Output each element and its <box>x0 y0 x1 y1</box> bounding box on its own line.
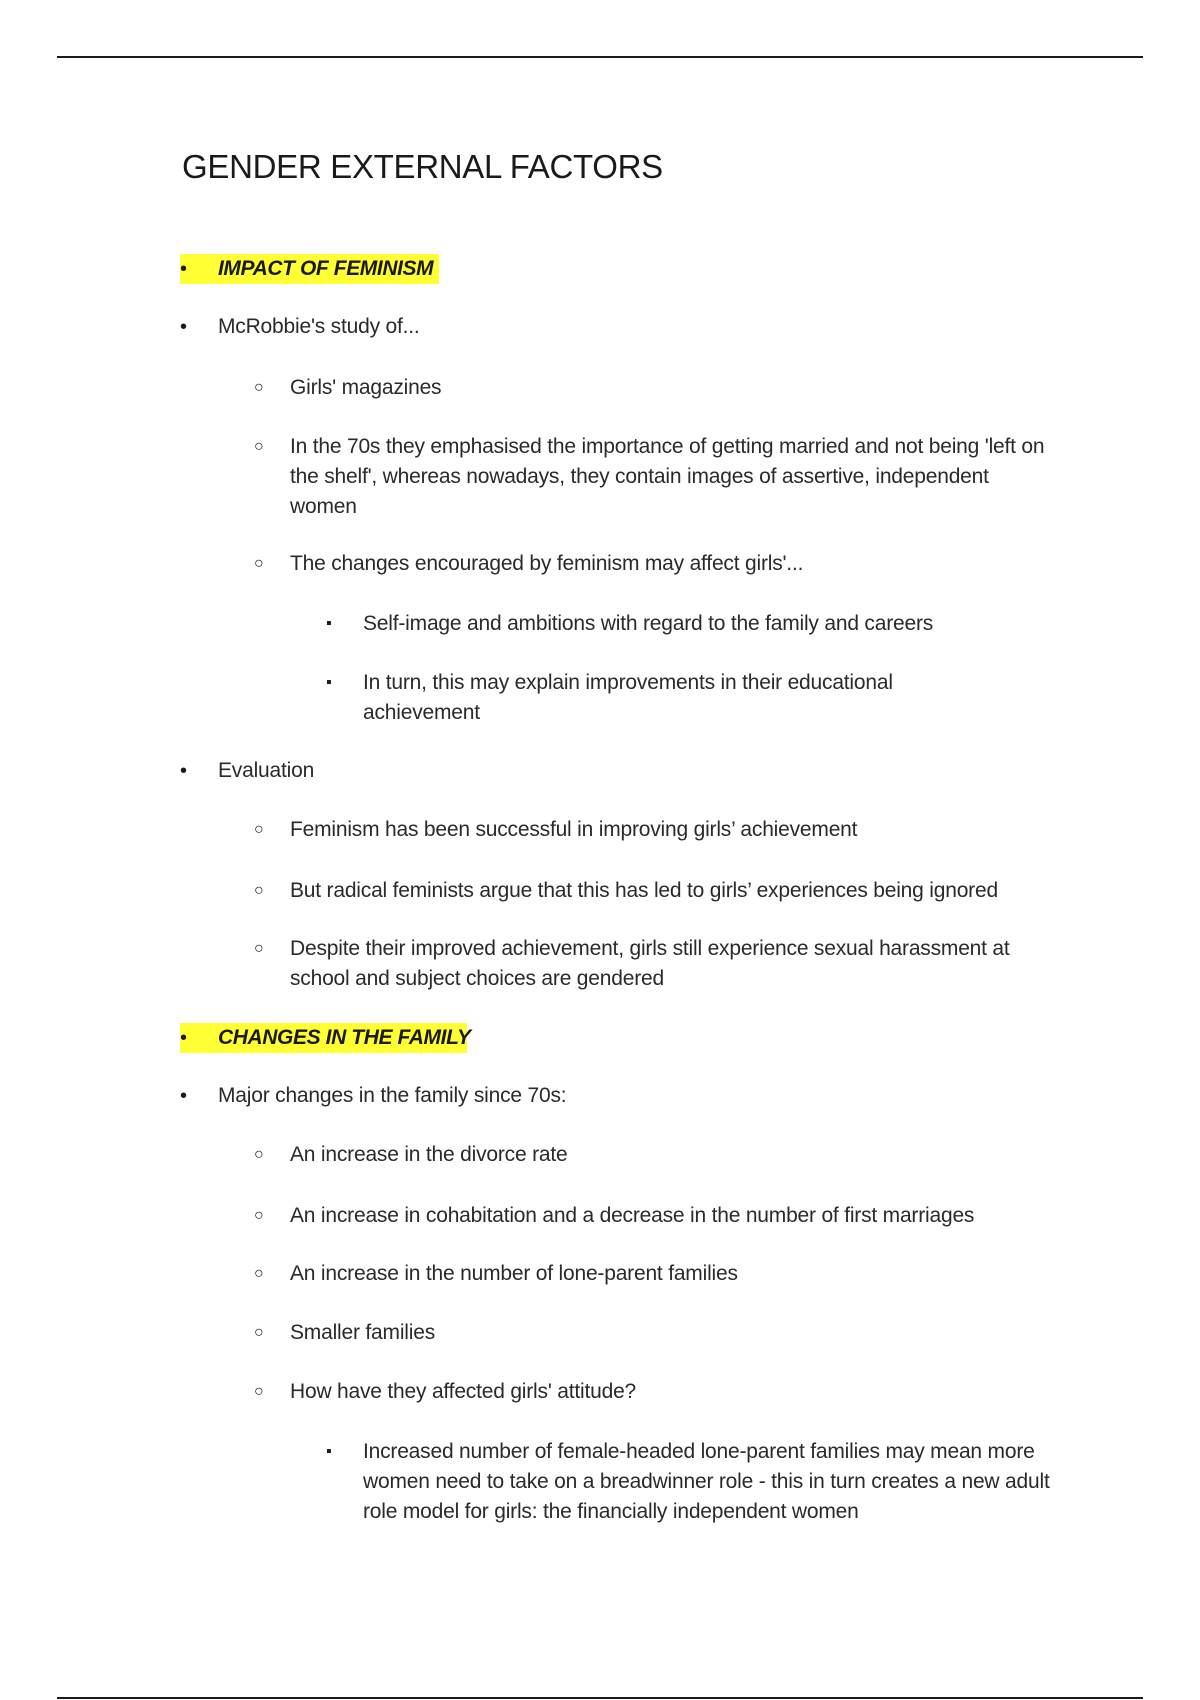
bullet-icon: • <box>180 760 188 782</box>
square-bullet-icon: ▪ <box>326 1443 332 1460</box>
list-item: Smaller families <box>290 1321 435 1344</box>
list-item: An increase in cohabitation and a decrease in the number of first marriages <box>290 1204 975 1227</box>
circle-bullet-icon: ○ <box>254 882 264 899</box>
list-item: But radical feminists argue that this has led to girls’ experiences being ignored <box>290 879 998 902</box>
list-item-evaluation: Evaluation <box>218 759 315 782</box>
list-item: The changes encouraged by feminism may affect girls'... <box>290 552 804 575</box>
circle-bullet-icon: ○ <box>254 1324 264 1341</box>
square-bullet-icon: ▪ <box>326 674 332 691</box>
square-bullet-icon: ▪ <box>326 615 332 632</box>
list-item: In the 70s they emphasised the importance of getting married and not being 'left on the shelf', whereas nowadays, they contain images of assertive, independent women <box>290 435 1045 518</box>
circle-bullet-icon: ○ <box>254 1207 264 1224</box>
circle-bullet-icon: ○ <box>254 1265 264 1282</box>
page-title: GENDER EXTERNAL FACTORS <box>182 148 663 185</box>
list-item: Despite their improved achievement, girls still experience sexual harassment at school and subject choices are gendered <box>290 937 1010 990</box>
list-item: How have they affected girls' attitude? <box>290 1380 637 1403</box>
top-rule <box>57 56 1143 58</box>
list-item-mcrobbie: McRobbie's study of... <box>218 315 420 338</box>
list-item: Self-image and ambitions with regard to the family and careers <box>363 612 934 635</box>
circle-bullet-icon: ○ <box>254 821 264 838</box>
list-item: In turn, this may explain improvements in their educational achievement <box>363 671 893 724</box>
bullet-icon: • <box>180 1085 188 1107</box>
list-item: An increase in the number of lone-parent families <box>290 1262 738 1285</box>
bullet-icon: • <box>180 258 188 280</box>
circle-bullet-icon: ○ <box>254 1383 264 1400</box>
circle-bullet-icon: ○ <box>254 555 264 572</box>
list-item-major-changes: Major changes in the family since 70s: <box>218 1084 567 1107</box>
list-item: An increase in the divorce rate <box>290 1143 568 1166</box>
section-heading-impact-of-feminism: IMPACT OF FEMINISM <box>218 257 434 280</box>
list-item: Girls' magazines <box>290 376 442 399</box>
bottom-rule <box>57 1697 1143 1699</box>
circle-bullet-icon: ○ <box>254 379 264 396</box>
list-item: Feminism has been successful in improving girls’ achievement <box>290 818 858 841</box>
bullet-icon: • <box>180 316 188 338</box>
bullet-icon: • <box>180 1027 188 1049</box>
section-heading-changes-in-the-family: CHANGES IN THE FAMILY <box>218 1026 471 1049</box>
circle-bullet-icon: ○ <box>254 1146 264 1163</box>
circle-bullet-icon: ○ <box>254 438 264 455</box>
list-item: Increased number of female-headed lone-parent families may mean more women need to take on a breadwinner role - this in turn creates a new adult role model for girls: the financially independent women <box>363 1440 1050 1523</box>
circle-bullet-icon: ○ <box>254 940 264 957</box>
